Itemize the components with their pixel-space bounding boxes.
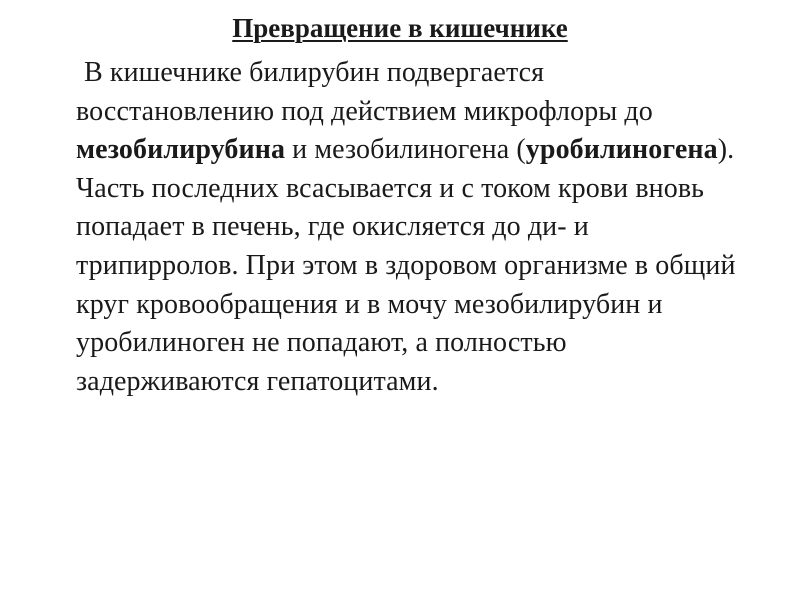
bold-term-mesobilirubin: мезобилирубина [76, 134, 286, 166]
paragraph-text-1: В кишечнике билирубин подвергается восстановлению под действием микрофлоры до [76, 57, 653, 127]
slide-title: Превращение в кишечнике [232, 13, 568, 43]
paragraph-text-3: ). Часть последних всасывается и с током крови вновь попадает в печень, где окисляется до ди- и трипирролов. При этом в здоровом организме в общий круг кровообращения и в мочу мезобилирубин и уробилиноген не попадают, а полностью задерживаются гепатоцитами. [76, 134, 736, 397]
body-paragraph [76, 54, 746, 401]
bold-term-urobilinogen: уробилиногена [525, 134, 718, 166]
slide-title-container [0, 8, 800, 48]
paragraph-text-2: и мезобилиногена ( [285, 134, 526, 166]
